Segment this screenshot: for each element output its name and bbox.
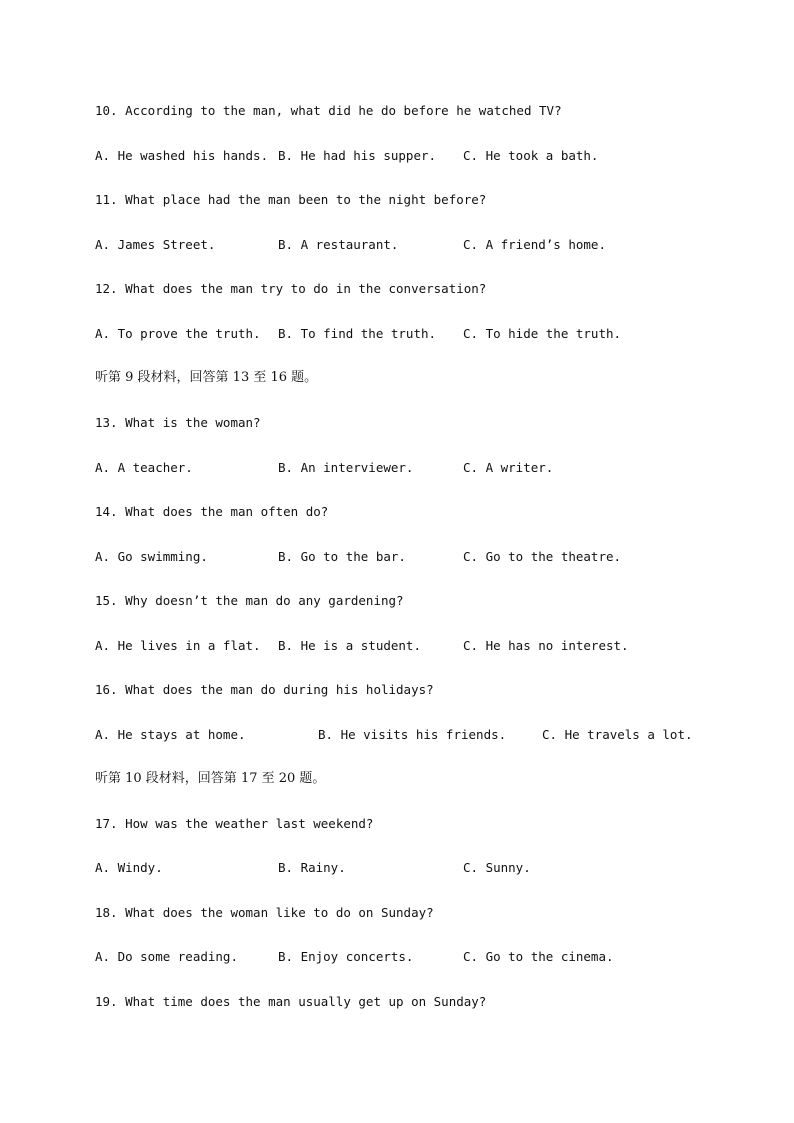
question-14: 14. What does the man often do? — [95, 504, 329, 519]
section-heading-9: 听第 9 段材料，回答第 13 至 16 题。 — [95, 370, 318, 385]
question-19: 19. What time does the man usually get up on Sunday? — [95, 994, 487, 1009]
question-13: 13. What is the woman? — [95, 415, 261, 430]
question-15-option-b: B. He is a student. — [278, 638, 421, 653]
question-17-option-c: C. Sunny. — [463, 860, 531, 875]
question-17: 17. How was the weather last weekend? — [95, 816, 374, 831]
question-13-option-a: A. A teacher. — [95, 460, 193, 475]
question-11: 11. What place had the man been to the night before? — [95, 192, 487, 207]
question-18-option-a: A. Do some reading. — [95, 949, 238, 964]
question-12-option-c: C. To hide the truth. — [463, 326, 622, 341]
question-13-option-c: C. A writer. — [463, 460, 554, 475]
question-16-option-c: C. He travels a lot. — [542, 727, 693, 742]
question-17-option-b: B. Rainy. — [278, 860, 346, 875]
question-13-option-b: B. An interviewer. — [278, 460, 414, 475]
question-16-option-b: B. He visits his friends. — [318, 727, 507, 742]
question-14-option-a: A. Go swimming. — [95, 549, 208, 564]
section-heading-10: 听第 10 段材料，回答第 17 至 20 题。 — [95, 771, 326, 786]
question-11-option-c: C. A friend’s home. — [463, 237, 606, 252]
question-16: 16. What does the man do during his holidays? — [95, 682, 434, 697]
question-18-option-c: C. Go to the cinema. — [463, 949, 614, 964]
question-18: 18. What does the woman like to do on Sunday? — [95, 905, 434, 920]
question-18-option-b: B. Enjoy concerts. — [278, 949, 414, 964]
question-10-option-a: A. He washed his hands. — [95, 148, 269, 163]
question-15-option-a: A. He lives in a flat. — [95, 638, 261, 653]
question-11-option-a: A. James Street. — [95, 237, 216, 252]
question-10-option-c: C. He took a bath. — [463, 148, 599, 163]
question-11-option-b: B. A restaurant. — [278, 237, 399, 252]
question-17-option-a: A. Windy. — [95, 860, 163, 875]
question-15-option-c: C. He has no interest. — [463, 638, 629, 653]
question-14-option-b: B. Go to the bar. — [278, 549, 406, 564]
question-12-option-b: B. To find the truth. — [278, 326, 437, 341]
question-12-option-a: A. To prove the truth. — [95, 326, 261, 341]
question-15: 15. Why doesn’t the man do any gardening? — [95, 593, 404, 608]
question-14-option-c: C. Go to the theatre. — [463, 549, 622, 564]
question-10-option-b: B. He had his supper. — [278, 148, 437, 163]
question-10: 10. According to the man, what did he do before he watched TV? — [95, 103, 562, 118]
question-16-option-a: A. He stays at home. — [95, 727, 246, 742]
question-12: 12. What does the man try to do in the conversation? — [95, 281, 487, 296]
